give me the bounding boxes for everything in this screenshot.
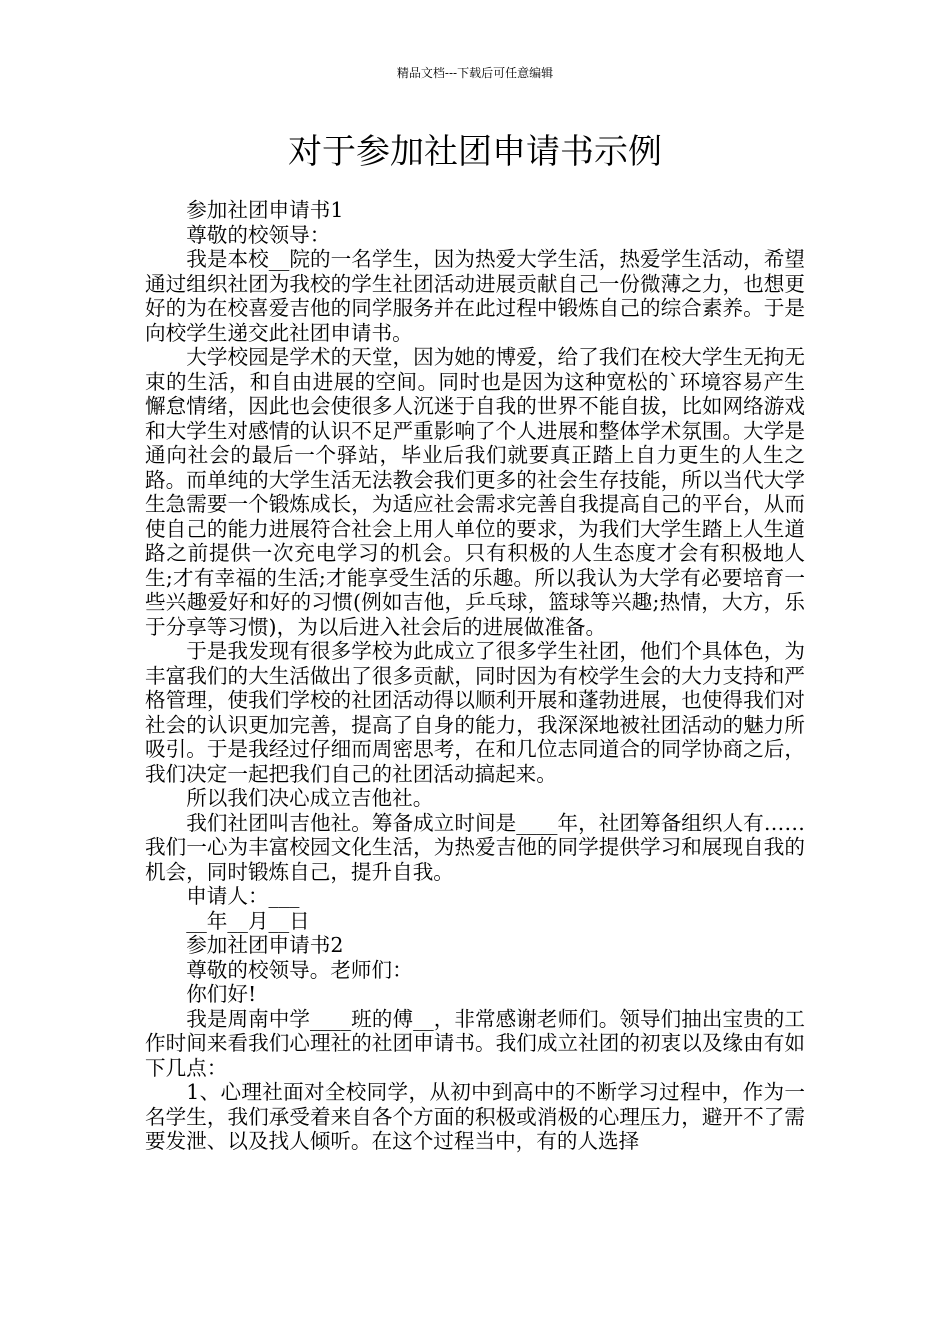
- paragraph: 我是本校__院的一名学生，因为热爱大学生活，热爱学生活动，希望通过组织社团为我校的学生社团活动进展贡献自己一份微薄之力，也想更好的为在校喜爱吉他的同学服务并在此过程中锻炼自己的综合素养。于是向校学生递交此社团申请书。: [145, 247, 805, 345]
- salutation: 尊敬的校领导：: [186, 222, 331, 247]
- paragraph: 我们社团叫吉他社。筹备成立时间是____年，社团筹备组织人有……我们一心为丰富校园文化生活，为热爱吉他的同学提供学习和展现自我的机会，同时锻炼自己，提升自我。: [145, 810, 805, 884]
- paragraph: 我是周南中学____班的傅__，非常感谢老师们。领导们抽出宝贵的工作时间来看我们心理社的社团申请书。我们成立社团的初衷以及缘由有如下几点：: [145, 1006, 805, 1080]
- greeting: 你们好!: [186, 982, 257, 1006]
- heading-application-1: 参加社团申请书1: [186, 198, 344, 222]
- heading-application-2: 参加社团申请书2: [186, 933, 344, 957]
- paragraph: 所以我们决心成立吉他社。: [186, 786, 434, 810]
- paragraph: 1、心理社面对全校同学，从初中到高中的不断学习过程中，作为一名学生，我们承受着来自各个方面的积极或消极的心理压力，避开不了需要发泄、以及找人倾听。在这个过程当中，有的人选择: [145, 1080, 805, 1153]
- paragraph: 大学校园是学术的天堂，因为她的博爱，给了我们在校大学生无拘无束的生活，和自由进展的空间。同时也是因为这种宽松的`环境容易产生懈怠情绪，因此也会使很多人沉迷于自我的世界不能自拔，比如网络游戏和大学生对感情的认识不足严重影响了个人进展和整体学术氛围。大学是通向社会的最后一个驿站，毕业后我们就要真正踏上自力更生的人生之路。而单纯的大学生活无法教会我们更多的社会生存技能，所以当代大学生急需要一个锻炼成长，为适应社会需求完善自我提高自己的平台，从而使自己的能力进展符合社会上用人单位的要求，为我们大学生踏上人生道路之前提供一次充电学习的机会。只有积极的人生态度才会有积极地人生;才有幸福的生活;才能享受生活的乐趣。所以我认为大学有必要培育一些兴趣爱好和好的习惯(例如吉他，乒乓球，篮球等兴趣;热情，大方，乐于分享等习惯)，为以后进入社会后的进展做准备。: [145, 345, 805, 639]
- date-line: __年__月__日: [186, 908, 310, 933]
- header-note: 精品文档---下载后可任意编辑: [396, 66, 554, 80]
- applicant-line: 申请人：___: [186, 884, 300, 908]
- paragraph: 于是我发现有很多学校为此成立了很多学生社团，他们个具体色，为丰富我们的大生活做出了很多贡献，同时因为有校学生会的大力支持和严格管理，使我们学校的社团活动得以顺利开展和蓬勃进展，也使得我们对社会的认识更加完善，提高了自身的能力，我深深地被社团活动的魅力所吸引。于是我经过仔细而周密思考，在和几位志同道合的同学协商之后，我们决定一起把我们自己的社团活动搞起来。: [145, 639, 805, 786]
- salutation: 尊敬的校领导。老师们：: [186, 957, 413, 982]
- document-body: [145, 198, 805, 1154]
- document-title: 对于参加社团申请书示例: [288, 132, 662, 172]
